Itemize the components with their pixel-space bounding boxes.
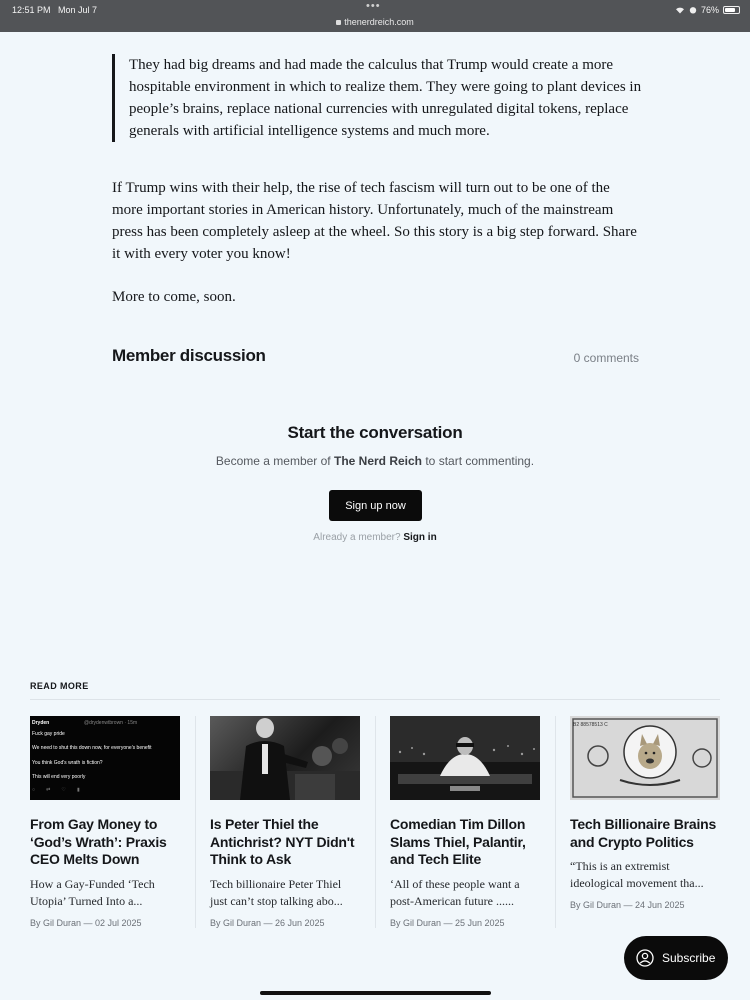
tweet-line: We need to shut this down now, for everyone's benefit [32, 745, 152, 751]
lock-icon [336, 20, 341, 25]
card-thumbnail[interactable] [30, 716, 180, 800]
stage-photo [390, 716, 540, 800]
divider [30, 699, 720, 700]
card-meta: By Gil Duran — 24 Jun 2025 [570, 900, 685, 910]
user-icon [636, 949, 654, 967]
card-divider [195, 716, 196, 928]
card-excerpt: ‘All of these people want a post-American future ...... [390, 876, 520, 908]
signin-link[interactable]: Sign in [403, 532, 437, 543]
card-excerpt: Tech billionaire Peter Thiel just can’t stop talking abo... [210, 876, 343, 908]
card-meta: By Gil Duran — 25 Jun 2025 [390, 917, 505, 928]
more-dots-icon[interactable]: ••• [366, 0, 381, 12]
already-member: Already a member? Sign in [313, 532, 437, 543]
status-bar [0, 0, 750, 32]
article-card[interactable] [390, 716, 540, 928]
card-title[interactable]: Comedian Tim Dillon Slams Thiel, Palantir, and Tech Elite [390, 816, 526, 867]
card-meta: By Gil Duran — 26 Jun 2025 [210, 917, 325, 928]
dollar-bill-image [570, 716, 720, 800]
article-card[interactable] [210, 716, 360, 928]
bill-serial: B2 88578513 C [573, 722, 608, 728]
tweet-line: You think God's wrath is fiction? [32, 760, 103, 766]
card-thumbnail[interactable] [390, 716, 540, 800]
status-time: 12:51 PM Mon Jul 7 [12, 5, 98, 15]
signup-button[interactable]: Sign up now [329, 490, 422, 521]
card-divider [375, 716, 376, 928]
card-divider [555, 716, 556, 928]
tweet-handle: @drydenwtbrown · 15m [84, 720, 138, 726]
speaker-photo [210, 716, 360, 800]
tweet-author: Dryden [32, 720, 50, 726]
article-card[interactable] [570, 716, 720, 910]
blockquote: They had big dreams and had made the calculus that Trump would create a more hospitable environment in which to realize them. They were going to plant devices in people’s brains, replace national currencies with unregulated digital tokens, replace generals with artificial intelligence systems and much more. [112, 54, 659, 142]
article-paragraph-closing: More to come, soon. [112, 289, 236, 305]
card-excerpt: How a Gay-Funded ‘Tech Utopia’ Turned Into a... [30, 876, 155, 908]
card-thumbnail[interactable] [210, 716, 360, 800]
battery-icon [723, 6, 740, 14]
brand-name: The Nerd Reich [333, 454, 423, 468]
conversation-subtitle: Become a member of The Nerd Reich to start commenting. [215, 454, 535, 468]
comment-count: 0 comments [573, 351, 639, 365]
conversation-title: Start the conversation [287, 423, 463, 442]
subscribe-label: Subscribe [662, 951, 716, 965]
card-meta: By Gil Duran — 02 Jul 2025 [30, 917, 142, 928]
tweet-actions: ○ ⇄ ♡ ▮ [32, 787, 80, 793]
card-excerpt: “This is an extremist ideological movement tha... [570, 859, 704, 890]
battery-percent: 76% [700, 5, 719, 15]
tweet-line: Fuck gay pride [32, 731, 65, 737]
discussion-title: Member discussion [112, 346, 266, 365]
article-paragraph: If Trump wins with their help, the rise of tech fascism will turn out to be one of the more important stories in American history. Unfortunately, much of the mainstream press has been completely asleep at the wheel. So this story is a big step forward. Share it with every voter you know! [112, 180, 637, 262]
card-title[interactable]: Is Peter Thiel the Antichrist? NYT Didn't Think to Ask [210, 816, 355, 867]
subscribe-button[interactable] [624, 936, 728, 980]
card-title[interactable]: Tech Billionaire Brains and Crypto Politics [570, 816, 717, 850]
tweet-line: This will end very poorly [32, 774, 86, 780]
status-right [675, 5, 740, 15]
read-more-label: READ MORE [30, 681, 89, 691]
alarm-icon [689, 6, 697, 14]
url-text: thenerdreich.com [344, 17, 414, 27]
card-title[interactable]: From Gay Money to ‘God’s Wrath’: Praxis CEO Melts Down [30, 816, 167, 867]
home-indicator[interactable] [260, 991, 491, 995]
article-card[interactable] [30, 716, 180, 928]
wifi-icon [675, 6, 685, 14]
address-bar[interactable] [0, 17, 750, 27]
card-thumbnail[interactable] [570, 716, 720, 800]
